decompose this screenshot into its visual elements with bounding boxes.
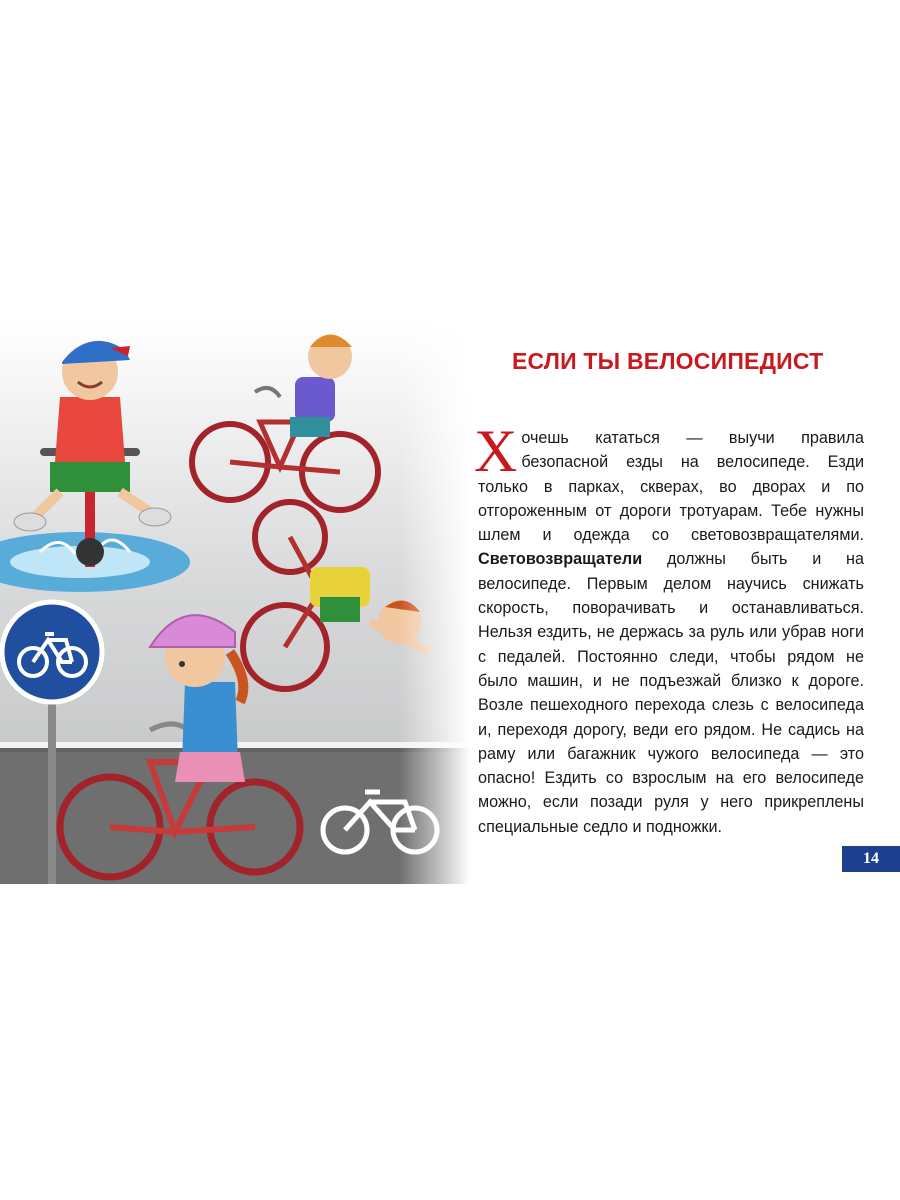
text-column xyxy=(474,340,864,839)
body-paragraph xyxy=(474,418,864,839)
body-text-part-2: должны быть и на велосипеде. Первым делом научись снижать скорость, поворачивать и останавливаться. Нельзя ездить, не держась за руль или убрав ноги с педалей. Постоянно следи, чтобы рядом не было машин, и не подъезжай близко к дороге. Возле пешеходного перехода слезь с велосипеда и, переходя дорогу, веди его рядом. Не садись на раму или багажник чужого велосипеда — это опасно! Ездить со взрослым на его велосипеде можно, если позади руля у него прикреплены специальные седло и подножки. xyxy=(478,550,864,836)
cyclists-illustration xyxy=(0,322,470,884)
page-title: ЕСЛИ ТЫ ВЕЛОСИПЕДИСТ xyxy=(512,348,824,374)
bold-term: Световозвращатели xyxy=(478,550,643,569)
body-text-part-1: очешь кататься — выучи правила безопасной езды на велосипеде. Езди только в парках, скверах, во дворах и по отгороженным от дороги тротуарам. Тебе нужны шлем и одежда со световозвращателями. xyxy=(478,429,864,545)
page-number-badge: 14 xyxy=(842,846,900,872)
drop-cap: Х xyxy=(474,418,518,484)
